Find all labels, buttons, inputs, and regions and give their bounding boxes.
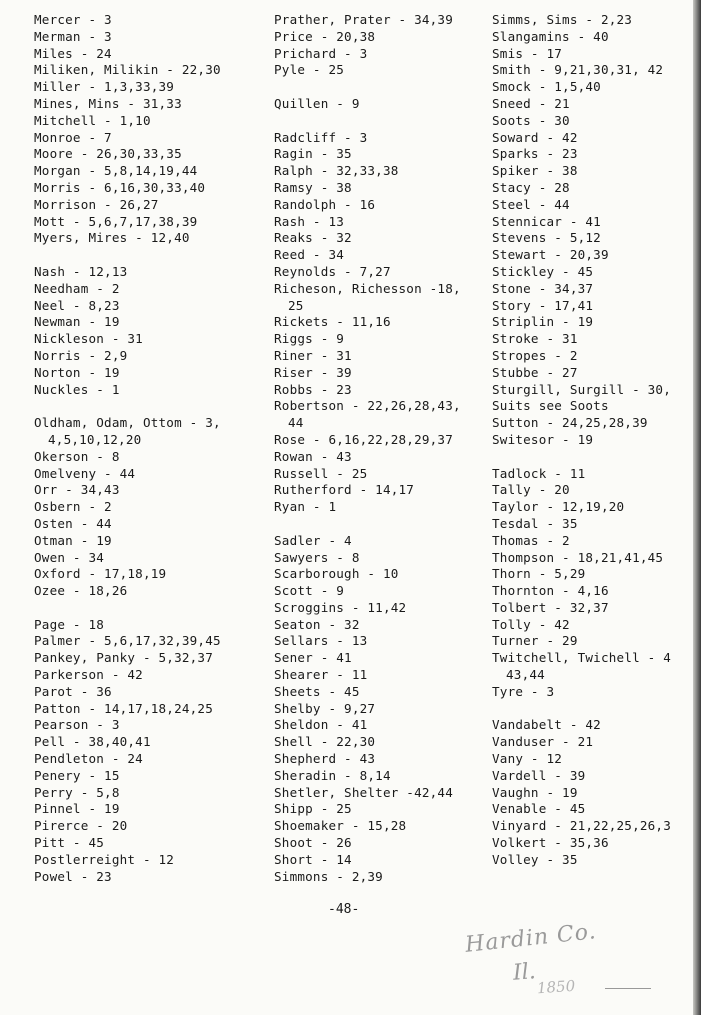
index-entry: Pell - 38,40,41 <box>34 734 151 750</box>
index-entry: Page - 18 <box>34 616 105 632</box>
index-entry: Reed - 34 <box>274 247 345 263</box>
index-entry: Tolbert - 32,37 <box>492 599 609 615</box>
index-entry: Riser - 39 <box>274 364 352 380</box>
index-entry: Powel - 23 <box>34 868 112 884</box>
index-entry: Riner - 31 <box>274 347 352 363</box>
index-entry: Volley - 35 <box>492 851 578 867</box>
index-entry: Penery - 15 <box>34 767 120 783</box>
index-entry: Omelveny - 44 <box>34 465 136 481</box>
index-entry: Slangamins - 40 <box>492 28 609 44</box>
index-entry: Thorn - 5,29 <box>492 566 586 582</box>
index-entry: Rickets - 11,16 <box>274 314 391 330</box>
section-gap <box>34 398 266 415</box>
index-entry: Newman - 19 <box>34 314 120 330</box>
index-entry: Pyle - 25 <box>274 62 345 78</box>
index-entry: Merman - 3 <box>34 28 112 44</box>
index-entry-continuation: 25 <box>288 297 304 313</box>
index-entry: Needham - 2 <box>34 280 120 296</box>
section-gap <box>492 701 692 718</box>
index-entry-continuation: 4,5,10,12,20 <box>48 431 142 447</box>
index-entry: Striplin - 19 <box>492 314 594 330</box>
index-entry-continuation: 43,44 <box>506 667 545 683</box>
index-entry: Vinyard - 21,22,25,26,3 <box>492 818 671 834</box>
index-entry: Stroke - 31 <box>492 331 578 347</box>
index-entry: Miliken, Milikin - 22,30 <box>34 62 221 78</box>
index-entry: Sturgill, Surgill - 30, <box>492 381 671 397</box>
index-entry: Parkerson - 42 <box>34 667 143 683</box>
index-entry: Switesor - 19 <box>492 431 594 447</box>
index-entry: Simmons - 2,39 <box>274 868 383 884</box>
index-entry: Osbern - 2 <box>34 499 112 515</box>
index-entry: Rowan - 43 <box>274 448 352 464</box>
index-entry: Sawyers - 8 <box>274 549 360 565</box>
index-entry: Venable - 45 <box>492 801 586 817</box>
index-entry: Vaughn - 19 <box>492 784 578 800</box>
index-entry: Mitchell - 1,10 <box>34 112 151 128</box>
index-entry: Shoot - 26 <box>274 835 352 851</box>
index-entry: Norris - 2,9 <box>34 347 128 363</box>
index-entry: Pankey, Panky - 5,32,37 <box>34 650 213 666</box>
index-entry: Scroggins - 11,42 <box>274 599 407 615</box>
index-entry: Parot - 36 <box>34 683 112 699</box>
index-entry: Riggs - 9 <box>274 331 345 347</box>
index-entry: Shearer - 11 <box>274 667 368 683</box>
index-entry: Tesdal - 35 <box>492 515 578 531</box>
index-entry: Stubbe - 27 <box>492 364 578 380</box>
index-entry: Mercer - 3 <box>34 12 112 27</box>
index-entry: Shelby - 9,27 <box>274 700 376 716</box>
page-edge-shadow <box>693 0 701 1015</box>
index-entry: Postlerreight - 12 <box>34 851 175 867</box>
index-entry: Moore - 26,30,33,35 <box>34 146 182 162</box>
index-entry: Vandabelt - 42 <box>492 717 601 733</box>
index-entry: Pearson - 3 <box>34 717 120 733</box>
index-entry: Morrison - 26,27 <box>34 196 159 212</box>
index-entry: Otman - 19 <box>34 532 112 548</box>
index-entry: Shell - 22,30 <box>274 734 376 750</box>
index-entry: Sheets - 45 <box>274 683 360 699</box>
index-entry: Story - 17,41 <box>492 297 594 313</box>
index-entry: Vardell - 39 <box>492 767 586 783</box>
index-entry: Oxford - 17,18,19 <box>34 566 167 582</box>
index-entry: Sheradin - 8,14 <box>274 767 391 783</box>
index-entry: Myers, Mires - 12,40 <box>34 230 190 246</box>
index-entry: Short - 14 <box>274 851 352 867</box>
index-entry: Shipp - 25 <box>274 801 352 817</box>
index-entry: Orr - 34,43 <box>34 482 120 498</box>
handwritten-stroke <box>605 988 651 989</box>
index-entry: Pirerce - 20 <box>34 818 128 834</box>
index-entry: Monroe - 7 <box>34 129 112 145</box>
index-entry: Smock - 1,5,40 <box>492 79 601 95</box>
section-gap <box>34 247 266 264</box>
index-entry: Scarborough - 10 <box>274 566 399 582</box>
index-entry: Stevens - 5,12 <box>492 230 601 246</box>
index-entry: Neel - 8,23 <box>34 297 120 313</box>
index-entry: Rose - 6,16,22,28,29,37 <box>274 431 453 447</box>
section-gap <box>274 516 486 533</box>
index-entry: Rutherford - 14,17 <box>274 482 415 498</box>
index-entry: Quillen - 9 <box>274 95 360 111</box>
index-entry: Stickley - 45 <box>492 263 594 279</box>
index-entry: Radcliff - 3 <box>274 129 368 145</box>
section-gap <box>274 79 486 96</box>
index-entry: Prather, Prater - 34,39 <box>274 12 453 27</box>
index-entry: Sneed - 21 <box>492 95 570 111</box>
index-entry: Volkert - 35,36 <box>492 835 609 851</box>
index-entry: Okerson - 8 <box>34 448 120 464</box>
index-entry: Seaton - 32 <box>274 616 360 632</box>
index-entry: Tolly - 42 <box>492 616 570 632</box>
index-entry: Smis - 17 <box>492 45 563 61</box>
page-number: -48- <box>328 902 360 917</box>
section-gap <box>34 600 266 617</box>
index-entry: Norton - 19 <box>34 364 120 380</box>
index-entry: Owen - 34 <box>34 549 105 565</box>
index-entry: Vanduser - 21 <box>492 734 594 750</box>
index-entry: Sutton - 24,25,28,39 <box>492 415 648 431</box>
index-entry: Sheldon - 41 <box>274 717 368 733</box>
index-entry: Mines, Mins - 31,33 <box>34 95 182 111</box>
index-entry: Pitt - 45 <box>34 835 105 851</box>
index-entry: Scott - 9 <box>274 583 345 599</box>
index-entry: Taylor - 12,19,20 <box>492 499 625 515</box>
index-entry: Mott - 5,6,7,17,38,39 <box>34 213 198 229</box>
index-entry: Stennicar - 41 <box>492 213 601 229</box>
handwritten-state: Il. <box>512 959 537 986</box>
index-entry: Miles - 24 <box>34 45 112 61</box>
index-entry: Sellars - 13 <box>274 633 368 649</box>
index-entry: Ragin - 35 <box>274 146 352 162</box>
index-entry: Steel - 44 <box>492 196 570 212</box>
index-entry: Ryan - 1 <box>274 499 337 515</box>
index-entry: Thornton - 4,16 <box>492 583 609 599</box>
index-entry: Palmer - 5,6,17,32,39,45 <box>34 633 221 649</box>
index-entry: Tyre - 3 <box>492 683 555 699</box>
index-entry: Miller - 1,3,33,39 <box>34 79 175 95</box>
index-entry: Nuckles - 1 <box>34 381 120 397</box>
index-entry: Robbs - 23 <box>274 381 352 397</box>
section-gap <box>492 449 692 466</box>
index-entry: Tadlock - 11 <box>492 465 586 481</box>
index-entry: Ozee - 18,26 <box>34 583 128 599</box>
section-gap <box>274 113 486 130</box>
index-entry: Smith - 9,21,30,31, 42 <box>492 62 664 78</box>
index-entry: Stacy - 28 <box>492 179 570 195</box>
index-entry: Ralph - 32,33,38 <box>274 163 399 179</box>
index-entry: Shoemaker - 15,28 <box>274 818 407 834</box>
index-entry: Ramsy - 38 <box>274 179 352 195</box>
index-entry: Prichard - 3 <box>274 45 368 61</box>
index-entry: Soward - 42 <box>492 129 578 145</box>
index-entry: Tally - 20 <box>492 482 570 498</box>
index-entry: Reynolds - 7,27 <box>274 263 391 279</box>
index-entry: Stropes - 2 <box>492 347 578 363</box>
index-entry: Stone - 34,37 <box>492 280 594 296</box>
index-entry: Stewart - 20,39 <box>492 247 609 263</box>
index-entry: Morris - 6,16,30,33,40 <box>34 179 206 195</box>
index-entry: Russell - 25 <box>274 465 368 481</box>
index-entry: Spiker - 38 <box>492 163 578 179</box>
index-entry: Thompson - 18,21,41,45 <box>492 549 664 565</box>
index-column-3 <box>492 12 692 869</box>
index-entry: Nash - 12,13 <box>34 263 128 279</box>
index-column-1 <box>34 12 266 885</box>
index-entry: Randolph - 16 <box>274 196 376 212</box>
index-entry-continuation: 44 <box>288 415 304 431</box>
index-entry: Osten - 44 <box>34 515 112 531</box>
index-entry: Simms, Sims - 2,23 <box>492 12 633 27</box>
index-entry: Price - 20,38 <box>274 28 376 44</box>
index-entry: Sener - 41 <box>274 650 352 666</box>
index-entry: Pinnel - 19 <box>34 801 120 817</box>
handwritten-county: Hardin Co. <box>464 919 598 958</box>
index-entry: Suits see Soots <box>492 398 609 414</box>
index-entry: Sparks - 23 <box>492 146 578 162</box>
index-column-2 <box>274 12 486 885</box>
index-entry: Vany - 12 <box>492 751 563 767</box>
index-entry: Perry - 5,8 <box>34 784 120 800</box>
index-entry: Reaks - 32 <box>274 230 352 246</box>
index-entry: Morgan - 5,8,14,19,44 <box>34 163 198 179</box>
index-entry: Twitchell, Twichell - 4 <box>492 650 671 666</box>
index-entry: Nickleson - 31 <box>34 331 143 347</box>
index-entry: Patton - 14,17,18,24,25 <box>34 700 213 716</box>
index-entry: Turner - 29 <box>492 633 578 649</box>
index-entry: Shetler, Shelter -42,44 <box>274 784 453 800</box>
index-entry: Oldham, Odam, Ottom - 3, <box>34 415 221 431</box>
handwritten-year: 1850 <box>536 976 576 998</box>
handwritten-annotation <box>455 920 655 1010</box>
index-entry: Richeson, Richesson -18, <box>274 280 461 296</box>
index-entry: Robertson - 22,26,28,43, <box>274 398 461 414</box>
index-entry: Sadler - 4 <box>274 532 352 548</box>
index-entry: Thomas - 2 <box>492 532 570 548</box>
index-entry: Pendleton - 24 <box>34 751 143 767</box>
index-entry: Soots - 30 <box>492 112 570 128</box>
index-entry: Shepherd - 43 <box>274 751 376 767</box>
index-entry: Rash - 13 <box>274 213 345 229</box>
